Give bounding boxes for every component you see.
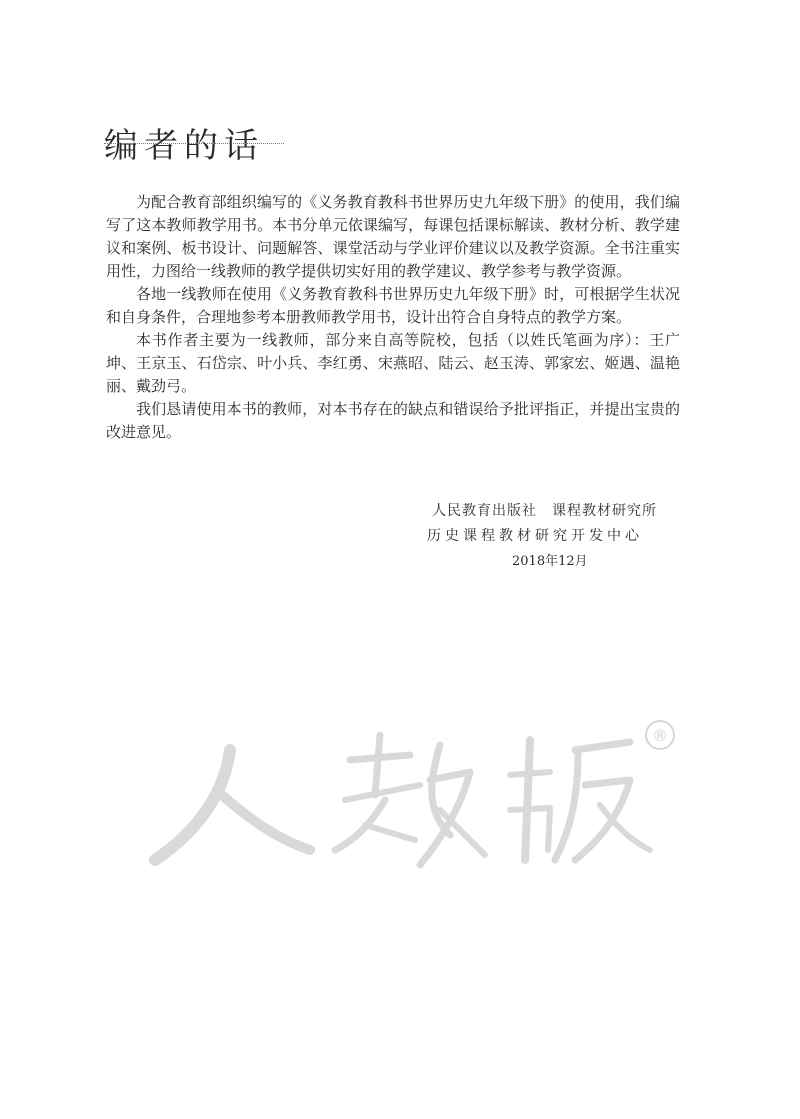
signature-center: 历史课程教材研究开发中心	[427, 528, 643, 544]
paragraph-1: 为配合教育部组织编写的《义务教育教科书世界历史九年级下册》的使用，我们编写了这本教师教学用书。本书分单元依课编写，每课包括课标解读、教材分析、教学建议和案例、板书设计、问题解答、课堂活动与学业评价建议以及教学资源。全书注重实用性，力图给一线教师的教学提供切实好用的教学建议、教学参考与教学资源。	[106, 193, 680, 280]
paragraph-4: 我们恳请使用本书的教师，对本书存在的缺点和错误给予批评指正，并提出宝贵的改进意见。	[106, 400, 680, 441]
signature-date: 2018年12月	[512, 554, 588, 569]
page-title: 编者的话	[104, 125, 264, 166]
publisher-logo-watermark	[130, 700, 690, 900]
paragraph-3: 本书作者主要为一线教师，部分来自高等院校，包括（以姓氏笔画为序）：王广坤、王京玉、石岱宗、叶小兵、李红勇、宋燕昭、陆云、赵玉涛、郭家宏、姬遇、温艳丽、戴劲弓。	[106, 331, 680, 395]
registered-mark: ®	[652, 726, 668, 745]
signature-publisher: 人民教育出版社 课程教材研究所	[432, 503, 657, 519]
paragraph-2: 各地一线教师在使用《义务教育教科书世界历史九年级下册》时，可根据学生状况和自身条件，合理地参考本册教师教学用书，设计出符合自身特点的教学方案。	[106, 285, 680, 326]
signature-block	[404, 499, 704, 574]
body-text	[106, 191, 680, 444]
title-divider	[104, 143, 284, 144]
